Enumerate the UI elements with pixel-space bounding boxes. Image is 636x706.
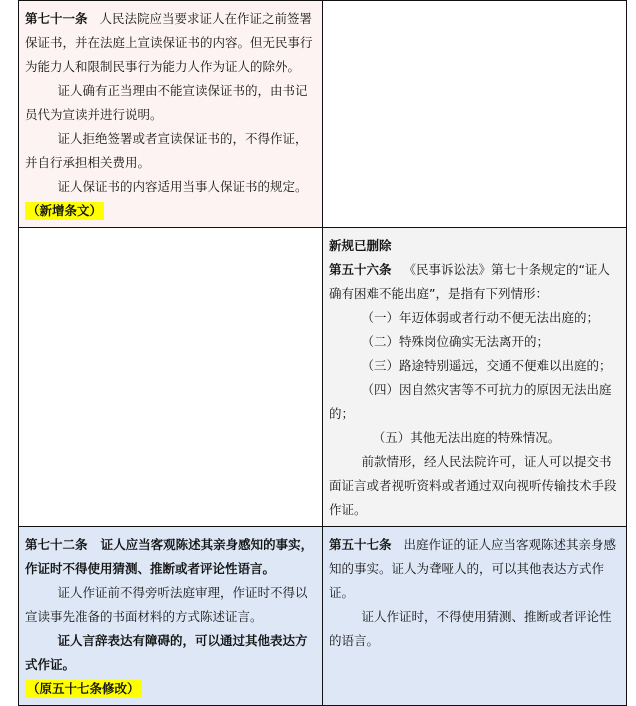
- new-rule-cell: [19, 228, 323, 527]
- list-item: （五）其他无法出庭的特殊情况。: [372, 430, 561, 445]
- old-rule-cell: [323, 228, 627, 527]
- new-rule-cell: [19, 527, 323, 706]
- comparison-table: [18, 0, 627, 706]
- paragraph: 前款情形，经人民法院许可，证人可以提交书面证言或者视听资料或者通过双向视听传输技术手段作证。: [329, 454, 617, 517]
- new-rule-cell: [19, 1, 323, 228]
- list-item: （一）年迈体弱或者行动不便无法出庭的；: [361, 310, 600, 325]
- article-number: 第七十一条: [25, 11, 88, 26]
- list-item: （二）特殊岗位确实无法离开的；: [361, 334, 550, 349]
- table-row: [19, 527, 627, 706]
- paragraph: 证人保证书的内容适用当事人保证书的规定。: [57, 179, 308, 194]
- article-text: 出庭作证的证人应当客观陈述其亲身感知的事实。证人为聋哑人的，可以其他表达方式作证。: [329, 537, 616, 600]
- status-badge: （新增条文）: [27, 203, 103, 218]
- article-paragraph: [25, 7, 316, 79]
- table-row: [19, 228, 627, 527]
- article-text: 证人应当客观陈述其亲身感知的事实，作证时不得使用猜测、推断或者评论性语言。: [25, 537, 314, 576]
- old-rule-cell: [323, 527, 627, 706]
- article-number: 第七十二条: [25, 537, 88, 552]
- article-paragraph: [25, 533, 316, 581]
- status-badge: （原五十七条修改）: [27, 681, 140, 696]
- old-rule-cell: [323, 1, 627, 228]
- paragraph: 证人作证时，不得使用猜测、推断或者评论性的语言。: [329, 609, 612, 648]
- table-row: [19, 1, 627, 228]
- article-text: 《民事诉讼法》第七十条规定的“证人确有困难不能出庭”，是指有下列情形：: [329, 262, 610, 301]
- article-paragraph: [329, 533, 620, 605]
- article-number: 第五十七条: [329, 537, 392, 552]
- list-item: （四）因自然灾害等不可抗力的原因无法出庭的；: [329, 382, 612, 421]
- paragraph: 证人作证前不得旁听法庭审理，作证时不得以宣读事先准备的书面材料的方式陈述证言。: [25, 585, 308, 624]
- paragraph: 证人言辞表达有障碍的，可以通过其他表达方式作证。: [25, 633, 308, 672]
- paragraph: 证人确有正当理由不能宣读保证书的，由书记员代为宣读并进行说明。: [25, 83, 308, 122]
- deleted-heading: 新规已删除: [329, 238, 392, 253]
- article-number: 第五十六条: [329, 262, 392, 277]
- article-paragraph: [329, 258, 620, 306]
- list-item: （三）路途特别遥远，交通不便难以出庭的；: [361, 358, 612, 373]
- article-text: 人民法院应当要求证人在作证之前签署保证书，并在法庭上宣读保证书的内容。但无民事行为能力人和限制民事行为能力人作为证人的除外。: [25, 11, 313, 74]
- paragraph: 证人拒绝签署或者宣读保证书的，不得作证，并自行承担相关费用。: [25, 131, 308, 170]
